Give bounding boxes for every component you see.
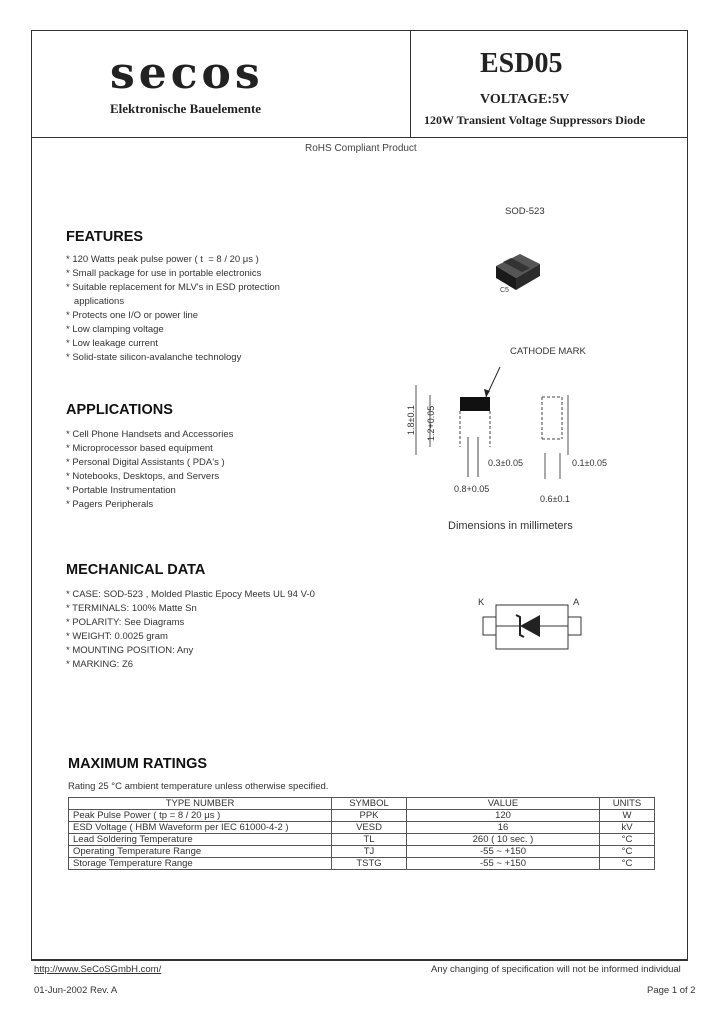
dim-lead-thickness: 0.1±0.05 (572, 458, 607, 468)
date-revision: 01-Jun-2002 Rev. A (34, 985, 118, 996)
list-item: * Pagers Peripherals (66, 499, 154, 510)
cell: °C (600, 858, 655, 870)
cell: Operating Temperature Range (69, 846, 332, 858)
cell: -55 ~ +150 (407, 858, 600, 870)
list-item: * MARKING: Z6 (66, 659, 134, 670)
cell: Lead Soldering Temperature (69, 834, 332, 846)
cell: TJ (332, 846, 407, 858)
cell: 260 ( 10 sec. ) (407, 834, 600, 846)
mechanical-list (66, 588, 315, 672)
list-item: * POLARITY: See Diagrams (66, 617, 185, 628)
cathode-band (460, 397, 490, 411)
spec-change-notice: Any changing of specification will not be informed individual (431, 964, 681, 975)
product-description: 120W Transient Voltage Suppressors Diode (424, 113, 646, 127)
header-divider (31, 137, 688, 138)
company-logo: secos (110, 48, 264, 99)
mechanical-heading: MECHANICAL DATA (66, 562, 206, 578)
cell: Peak Pulse Power ( tp = 8 / 20 μs ) (69, 810, 332, 822)
anode-label: A (573, 597, 580, 608)
package-name: SOD-523 (505, 206, 545, 217)
dim-side-width: 0.6±0.1 (540, 494, 570, 504)
rohs-notice: RoHS Compliant Product (305, 143, 417, 154)
ratings-note: Rating 25 °C ambient temperature unless otherwise specified. (68, 781, 329, 792)
list-item: * Low leakage current (66, 338, 158, 349)
company-subtitle: Elektronische Bauelemente (110, 101, 262, 116)
dim-height: 1.8±0.1 (406, 405, 416, 435)
list-item: * Microprocessor based equipment (66, 443, 213, 454)
cathode-label: K (478, 597, 485, 608)
col-symbol: SYMBOL (332, 798, 407, 810)
table-row (69, 846, 655, 858)
dimensions-caption: Dimensions in millimeters (448, 520, 573, 532)
list-item: applications (66, 296, 125, 307)
footer-divider (31, 960, 688, 961)
voltage-rating: VOLTAGE:5V (480, 92, 570, 107)
list-item: * Notebooks, Desktops, and Servers (66, 471, 220, 482)
list-item: * MOUNTING POSITION: Any (66, 645, 194, 656)
cell: ESD Voltage ( HBM Waveform per IEC 61000-4-2 ) (69, 822, 332, 834)
cell: W (600, 810, 655, 822)
list-item: * Personal Digital Assistants ( PDA's ) (66, 457, 225, 468)
cathode-mark-label: CATHODE MARK (510, 346, 586, 357)
cell: °C (600, 834, 655, 846)
list-item: * Portable Instrumentation (66, 485, 176, 496)
cell: 16 (407, 822, 600, 834)
website-link[interactable]: http://www.SeCoSGmbH.com/ (34, 964, 162, 975)
table-header-row (69, 798, 655, 810)
cell: °C (600, 846, 655, 858)
list-item: * Low clamping voltage (66, 324, 164, 335)
table-row (69, 810, 655, 822)
col-units: UNITS (600, 798, 655, 810)
cell: PPK (332, 810, 407, 822)
package-marking: C5 (500, 287, 509, 294)
ratings-heading: MAXIMUM RATINGS (68, 756, 208, 772)
list-item: * Small package for use in portable electronics (66, 268, 262, 279)
dim-lead-width: 0.3±0.05 (488, 458, 523, 468)
cell: TSTG (332, 858, 407, 870)
list-item: * Suitable replacement for MLV's in ESD protection (66, 282, 280, 293)
applications-heading: APPLICATIONS (66, 402, 173, 418)
anode-pad (568, 617, 581, 635)
list-item: * WEIGHT: 0.0025 gram (66, 631, 168, 642)
package-photo (490, 248, 550, 298)
list-item: * CASE: SOD-523 , Molded Plastic Epocy Meets UL 94 V-0 (66, 589, 315, 600)
cell: Storage Temperature Range (69, 858, 332, 870)
list-item: * 120 Watts peak pulse power ( t = 8 / 20 μs ) (66, 254, 259, 265)
list-item: * TERMINALS: 100% Matte Sn (66, 603, 197, 614)
applications-list (66, 428, 233, 512)
dimension-drawing (400, 355, 630, 515)
page-number: Page 1 of 2 (647, 985, 696, 996)
col-value: VALUE (407, 798, 600, 810)
header-vertical-divider (410, 30, 411, 137)
list-item: * Protects one I/O or power line (66, 310, 199, 321)
cell: TL (332, 834, 407, 846)
list-item: * Solid-state silicon-avalanche technology (66, 352, 242, 363)
cell: -55 ~ +150 (407, 846, 600, 858)
col-type-number: TYPE NUMBER (69, 798, 332, 810)
part-number: ESD05 (480, 48, 563, 79)
diode-triangle (520, 615, 540, 637)
cathode-pad (483, 617, 496, 635)
dim-body: 1.2+0.05 (426, 405, 436, 441)
table-row (69, 858, 655, 870)
table-row (69, 834, 655, 846)
features-list (66, 253, 280, 365)
dim-body-width: 0.8+0.05 (454, 484, 490, 494)
features-heading: FEATURES (66, 229, 144, 245)
table-row (69, 822, 655, 834)
diode-symbol (482, 603, 582, 653)
cell: kV (600, 822, 655, 834)
ratings-table (68, 797, 655, 870)
cell: VESD (332, 822, 407, 834)
list-item: * Cell Phone Handsets and Accessories (66, 429, 234, 440)
cell: 120 (407, 810, 600, 822)
